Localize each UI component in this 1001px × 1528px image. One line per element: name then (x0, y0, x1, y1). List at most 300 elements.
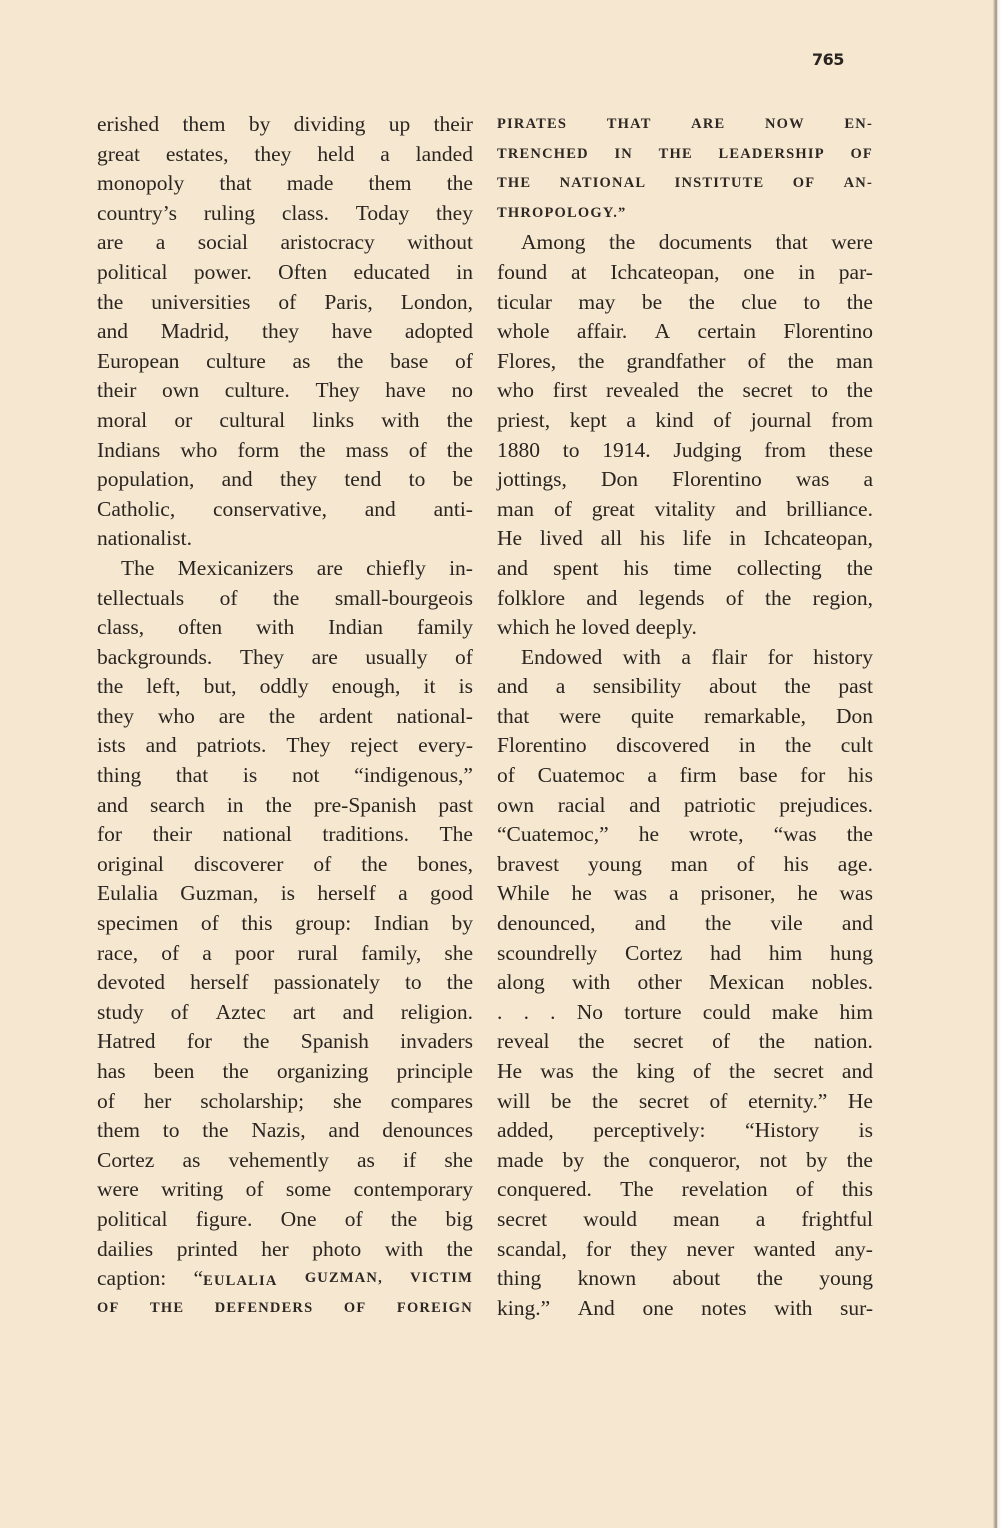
word: links (312, 407, 355, 432)
word: the (446, 171, 473, 196)
word: this (841, 1177, 873, 1202)
text-line (497, 1175, 873, 1205)
word: AN- (843, 175, 873, 192)
word: was (613, 881, 648, 906)
word: reject (350, 733, 399, 758)
text-line (497, 228, 873, 258)
word: was (795, 467, 830, 492)
word: never (686, 1236, 735, 1261)
word: the (846, 1147, 873, 1172)
word: make (771, 999, 819, 1024)
word: THAT (606, 116, 652, 132)
word: the (390, 1206, 418, 1231)
word: deeply. (635, 615, 697, 640)
word: to (162, 1118, 180, 1143)
word: of (170, 999, 189, 1024)
text-line (97, 1116, 473, 1146)
word: poor (234, 940, 275, 965)
word: specimen (97, 911, 179, 936)
word: about (672, 1266, 721, 1291)
word: political (97, 259, 168, 284)
text-line (497, 731, 873, 761)
word: were (97, 1177, 139, 1202)
word: class. (281, 200, 330, 225)
word: religion. (400, 999, 473, 1024)
word: EN- (844, 116, 873, 132)
word: INSTITUTE (674, 175, 765, 192)
word: is (242, 763, 258, 788)
text-line (497, 939, 873, 969)
text-line (97, 495, 473, 525)
word: race, (97, 940, 139, 965)
word: a (380, 141, 390, 166)
word: revelation (681, 1177, 768, 1202)
text-line (97, 1087, 473, 1117)
word: the (784, 674, 811, 699)
word: which (497, 615, 550, 640)
word: THROPOLOGY.” (497, 204, 627, 221)
word: journal (750, 407, 812, 432)
word: denounced, (497, 911, 596, 936)
word: from (764, 437, 806, 462)
word: country’s (97, 200, 178, 225)
word: for (186, 1029, 212, 1054)
word: While (497, 881, 550, 906)
word: life (682, 526, 712, 551)
text-line (497, 376, 873, 406)
word: population, (97, 467, 195, 492)
word: Eulalia (97, 881, 158, 906)
word: educated (353, 259, 430, 284)
word: grandfather (626, 348, 726, 373)
word: mass (345, 437, 389, 462)
word: family, (361, 940, 422, 965)
word: Ichcateopan, (610, 259, 720, 284)
word: in (226, 792, 244, 817)
text-line (97, 436, 473, 466)
word: the (846, 555, 873, 580)
word: search (149, 792, 205, 817)
word: added, (497, 1118, 554, 1143)
word: was (839, 881, 873, 906)
word: made (286, 171, 334, 196)
text-line (97, 1235, 473, 1265)
word: in (798, 259, 815, 284)
word: own (497, 792, 535, 817)
word: that (175, 763, 209, 788)
word: bones, (417, 851, 473, 876)
word: secret (633, 1029, 684, 1054)
word: as (292, 348, 311, 373)
word: perceptively: (593, 1118, 706, 1143)
word: may (578, 289, 616, 314)
text-line (497, 1146, 873, 1176)
word: the (758, 1029, 786, 1054)
word: of (313, 851, 332, 876)
word: Madrid, (160, 319, 230, 344)
word: and (735, 496, 767, 521)
left-column (97, 110, 473, 1323)
word: OF (792, 175, 816, 192)
word: often (178, 615, 223, 640)
word: Guzman, (180, 881, 259, 906)
word: big (445, 1206, 473, 1231)
word: they (254, 141, 292, 166)
word: held (317, 141, 355, 166)
word: social (197, 230, 248, 255)
word: Nazis, (251, 1118, 306, 1143)
word: the (446, 1236, 473, 1261)
word: rural (297, 940, 339, 965)
word: Aztec (215, 999, 266, 1024)
word: art (292, 999, 316, 1024)
word: along (497, 970, 545, 995)
word: sur- (839, 1295, 873, 1320)
word: be (452, 467, 473, 492)
text-line (497, 288, 873, 318)
word: conqueror, (648, 1147, 741, 1172)
text-line (497, 1087, 873, 1117)
word: with (774, 1295, 813, 1320)
text-line (497, 1264, 873, 1294)
text-line (497, 879, 873, 909)
text-line (97, 643, 473, 673)
word: kind (655, 407, 694, 432)
word: thing (497, 1266, 542, 1291)
text-line (497, 1235, 873, 1265)
text-line (497, 1027, 873, 1057)
text-line (497, 495, 873, 525)
text-line (97, 169, 473, 199)
word: discovered (616, 733, 710, 758)
word: NATIONAL (559, 175, 647, 192)
word: ists (97, 733, 126, 758)
text-line (497, 199, 873, 229)
word: of (278, 289, 297, 314)
word: He (497, 1059, 523, 1083)
text-line (497, 672, 873, 702)
word: THE (150, 1299, 185, 1316)
word: London, (400, 289, 473, 314)
word: THE (497, 175, 532, 192)
word: they (262, 319, 300, 344)
small-caps-text: GUZMAN, (304, 1270, 383, 1287)
word: the (337, 348, 364, 373)
word: tend (344, 467, 382, 492)
word: torture (624, 999, 682, 1024)
word: if (403, 1147, 417, 1172)
word: the (265, 792, 292, 817)
word: enough, (331, 674, 401, 699)
word: oddly (259, 674, 309, 699)
word: Hatred (97, 1029, 156, 1054)
word: and (342, 999, 374, 1024)
word: whole (497, 319, 550, 344)
word: a (155, 230, 166, 255)
word: caption: (97, 1266, 167, 1291)
word: who (180, 437, 218, 462)
word: the (273, 585, 300, 610)
word: and (221, 467, 253, 492)
text-line (97, 909, 473, 939)
word: in (729, 526, 746, 551)
word: man (670, 851, 708, 876)
word: the (268, 703, 296, 728)
word: nationalist. (97, 526, 192, 551)
word: bravest (497, 851, 560, 876)
word: time (673, 555, 712, 580)
word: He (497, 526, 523, 551)
word: printed (176, 1236, 238, 1261)
text-line (97, 998, 473, 1028)
word: ruling (203, 200, 256, 225)
text-line (97, 613, 473, 643)
word: and (97, 792, 129, 817)
word: “indigenous,” (354, 763, 473, 788)
word: of (455, 348, 473, 373)
word: for (767, 644, 793, 669)
word: of (97, 1088, 115, 1113)
word: them (182, 112, 226, 136)
word: They (286, 733, 331, 758)
word: the (446, 437, 473, 462)
word: they (435, 200, 473, 225)
word: history (813, 644, 873, 669)
word: legends (638, 585, 705, 610)
word: They (315, 378, 360, 403)
word: secret (497, 1206, 548, 1231)
word: a (863, 467, 873, 492)
text-line (497, 554, 873, 584)
word: of (245, 1177, 264, 1202)
word: about (708, 674, 757, 699)
word: nation. (813, 1029, 873, 1054)
word: of (713, 407, 732, 432)
word: conservative, (212, 496, 328, 521)
word: of (455, 644, 473, 669)
word: are (316, 555, 343, 580)
word: reveal (497, 1029, 550, 1054)
word: the (97, 674, 124, 699)
text-line (97, 1027, 473, 1057)
word: to (562, 437, 580, 462)
word: their (152, 822, 193, 847)
small-caps-text: EULALIA (203, 1273, 278, 1290)
word: universities (151, 289, 251, 314)
word: Indian (373, 911, 429, 936)
text-line (97, 524, 473, 554)
word: . (497, 999, 503, 1024)
word: is (280, 881, 296, 906)
word: have (331, 319, 373, 344)
word: ticular (497, 289, 552, 314)
word: national (222, 822, 292, 847)
word: patriotic (683, 792, 756, 817)
text-line (97, 110, 473, 140)
text-line (497, 850, 873, 880)
word: PIRATES (497, 116, 568, 132)
text-line (97, 347, 473, 377)
word: a (202, 940, 212, 965)
word: of (219, 585, 238, 610)
word: moral (97, 407, 148, 432)
word: the (591, 1059, 619, 1083)
word: by (562, 1147, 585, 1172)
word: with (256, 615, 295, 640)
word: his (783, 851, 809, 876)
word: lived (539, 526, 583, 551)
word: in (456, 259, 473, 284)
text-line (497, 909, 873, 939)
word: wanted (753, 1236, 816, 1261)
text-line (97, 791, 473, 821)
word: certain (697, 319, 756, 344)
word: any- (834, 1236, 873, 1261)
word: as (356, 1147, 375, 1172)
word: the (846, 822, 873, 847)
word: 1914. (602, 437, 651, 462)
word: Indians (97, 437, 161, 462)
word: firm (679, 763, 717, 788)
word: European (97, 348, 180, 373)
word: or (174, 407, 193, 432)
word: great (97, 141, 140, 166)
word: Today (355, 200, 410, 225)
word: power. (193, 259, 252, 284)
word: a (669, 881, 679, 906)
word: One (280, 1206, 317, 1231)
word: Among (521, 230, 586, 255)
word: with (572, 970, 611, 995)
word: were (559, 703, 601, 728)
word: be (551, 1088, 572, 1113)
word: his (639, 526, 666, 551)
word: is (458, 674, 473, 699)
word: affair. (576, 319, 628, 344)
word: pre-Spanish (313, 792, 417, 817)
text-line (97, 465, 473, 495)
word: erished (97, 112, 160, 136)
word: The (121, 555, 155, 580)
word: one (642, 1295, 674, 1320)
word: for (586, 1236, 612, 1261)
word: base (739, 763, 778, 788)
word: the (446, 970, 473, 995)
word: notes (701, 1295, 747, 1320)
word: DEFENDERS (214, 1299, 314, 1316)
word: of (712, 1029, 731, 1054)
word: a (626, 407, 636, 432)
word: king (636, 1059, 675, 1083)
text-line (497, 465, 873, 495)
word: wrote, (689, 822, 744, 847)
word: of (497, 763, 515, 788)
word: the (578, 348, 605, 373)
word: TRENCHED (497, 145, 589, 162)
word: passionately (273, 970, 380, 995)
text-line (497, 140, 873, 170)
word: family (416, 615, 473, 640)
word: and (634, 911, 666, 936)
word: culture (206, 348, 266, 373)
word: kept (569, 407, 607, 432)
word: nobles. (811, 970, 873, 995)
word: have (385, 378, 426, 403)
text-line (97, 199, 473, 229)
word: man (497, 496, 535, 521)
word: eternity.” (748, 1088, 828, 1113)
word: The (439, 822, 473, 847)
word: secret (773, 1059, 824, 1083)
word: would (583, 1206, 637, 1231)
word: him (768, 940, 803, 965)
word: known (577, 1266, 637, 1291)
word: past (838, 674, 873, 699)
word: herself (190, 970, 249, 995)
word: she (444, 1147, 473, 1172)
word: the (846, 378, 873, 403)
text-line (497, 110, 873, 140)
word: her (143, 1088, 172, 1113)
word: Endowed (521, 644, 603, 669)
word: cult (840, 733, 873, 758)
word: he (571, 881, 592, 906)
word: 1880 (497, 437, 540, 462)
word: were (831, 230, 873, 255)
word: vitality (654, 496, 716, 521)
word: organizing (276, 1059, 369, 1083)
text-line (97, 584, 473, 614)
word: a (398, 881, 408, 906)
text-line (497, 1294, 873, 1324)
word: he (555, 615, 576, 640)
word: first (552, 378, 588, 403)
word: them (97, 1118, 140, 1143)
word: class, (97, 615, 145, 640)
word: and (97, 319, 129, 344)
word: discoverer (193, 851, 284, 876)
word: brilliance. (786, 496, 873, 521)
word: will (497, 1088, 531, 1113)
word: he (638, 822, 660, 847)
word: she (333, 1088, 362, 1113)
word: Mexicanizers (177, 555, 294, 580)
word: all (600, 526, 623, 551)
word: and (629, 792, 661, 817)
word: not (291, 763, 320, 788)
text-line (97, 702, 473, 732)
text-line (97, 288, 473, 318)
text-line (497, 524, 873, 554)
word: the (729, 1059, 756, 1083)
word: national- (396, 703, 473, 728)
word: of (736, 851, 755, 876)
word: the (446, 407, 473, 432)
word: man (835, 348, 873, 373)
text-line (97, 140, 473, 170)
word: flair (711, 644, 748, 669)
word: and (364, 496, 396, 521)
word: Ichcateopan, (763, 526, 873, 551)
text-line (97, 672, 473, 702)
word: of (200, 911, 219, 936)
word: that (219, 171, 252, 196)
word: a (755, 1206, 766, 1231)
word: clue (741, 289, 778, 314)
word: “was (773, 822, 817, 847)
text-line (97, 554, 473, 584)
word: study (97, 999, 144, 1024)
